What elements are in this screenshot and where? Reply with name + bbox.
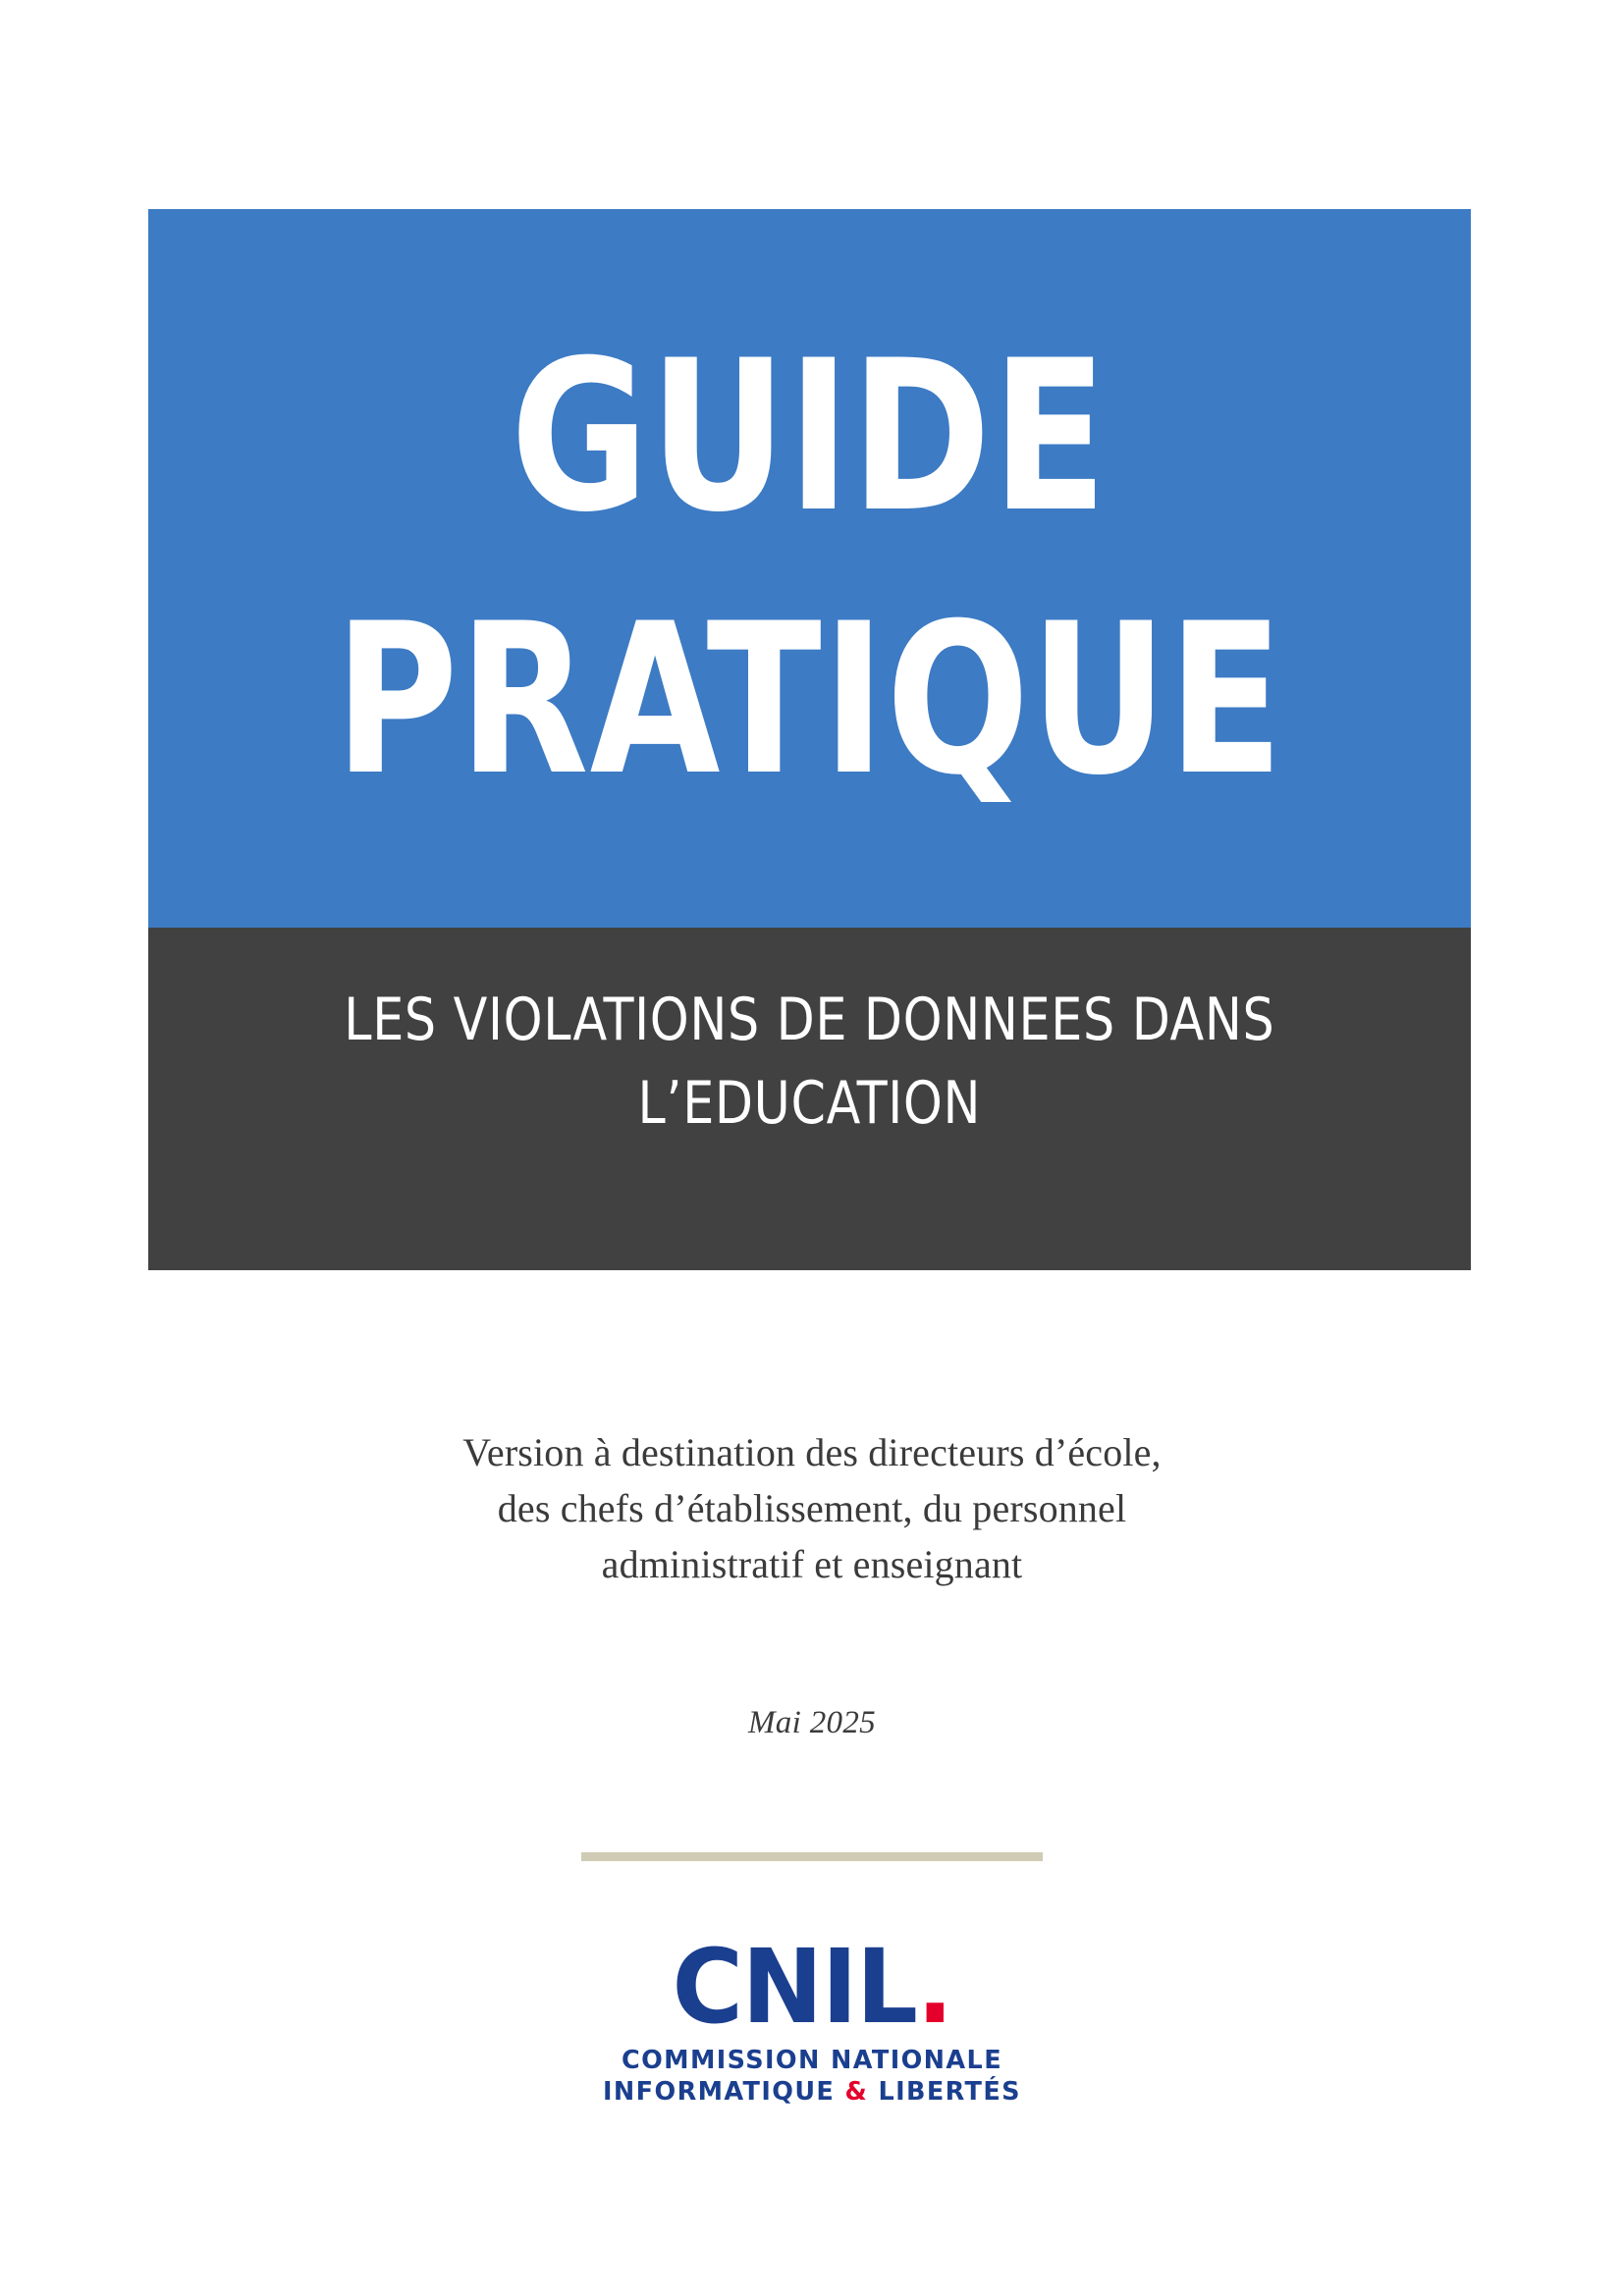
audience-line-3: administratif et enseignant (601, 1541, 1023, 1586)
document-subtitle (344, 979, 1274, 1146)
cnil-tagline (603, 2045, 1021, 2108)
metadata-block (0, 1425, 1624, 1741)
cnil-tagline-line-1: COMMISSION NATIONALE (621, 2045, 1003, 2075)
document-title-line-2: PRATIQUE (334, 578, 1285, 821)
title-block (148, 209, 1471, 1270)
audience-line-2: des chefs d’établissement, du personnel (497, 1485, 1127, 1530)
divider-rule (581, 1852, 1043, 1861)
cnil-tagline-ampersand: & (844, 2076, 869, 2107)
document-title-line-1: GUIDE (511, 315, 1109, 558)
issue-date: Mai 2025 (747, 1705, 877, 1741)
audience-line-1: Version à destination des directeurs d’école, (462, 1430, 1162, 1474)
document-subtitle-line-2: L’EDUCATION (637, 1069, 982, 1139)
cnil-wordmark-text: CNIL (672, 1927, 917, 2047)
secondary-title-banner (148, 928, 1471, 1270)
cnil-tagline-line-2-part-2: LIBERTÉS (868, 2076, 1021, 2107)
primary-title-banner (148, 209, 1471, 928)
cnil-tagline-line-2-part-1: INFORMATIQUE (603, 2076, 845, 2107)
audience-statement (370, 1425, 1254, 1592)
cnil-wordmark (672, 1927, 952, 2047)
cnil-logo (0, 1927, 1624, 2108)
cnil-wordmark-dot: . (916, 1927, 952, 2047)
document-subtitle-line-1: LES VIOLATIONS DE DONNEES DANS (344, 986, 1275, 1054)
cnil-tagline-line-2 (603, 2076, 1021, 2108)
